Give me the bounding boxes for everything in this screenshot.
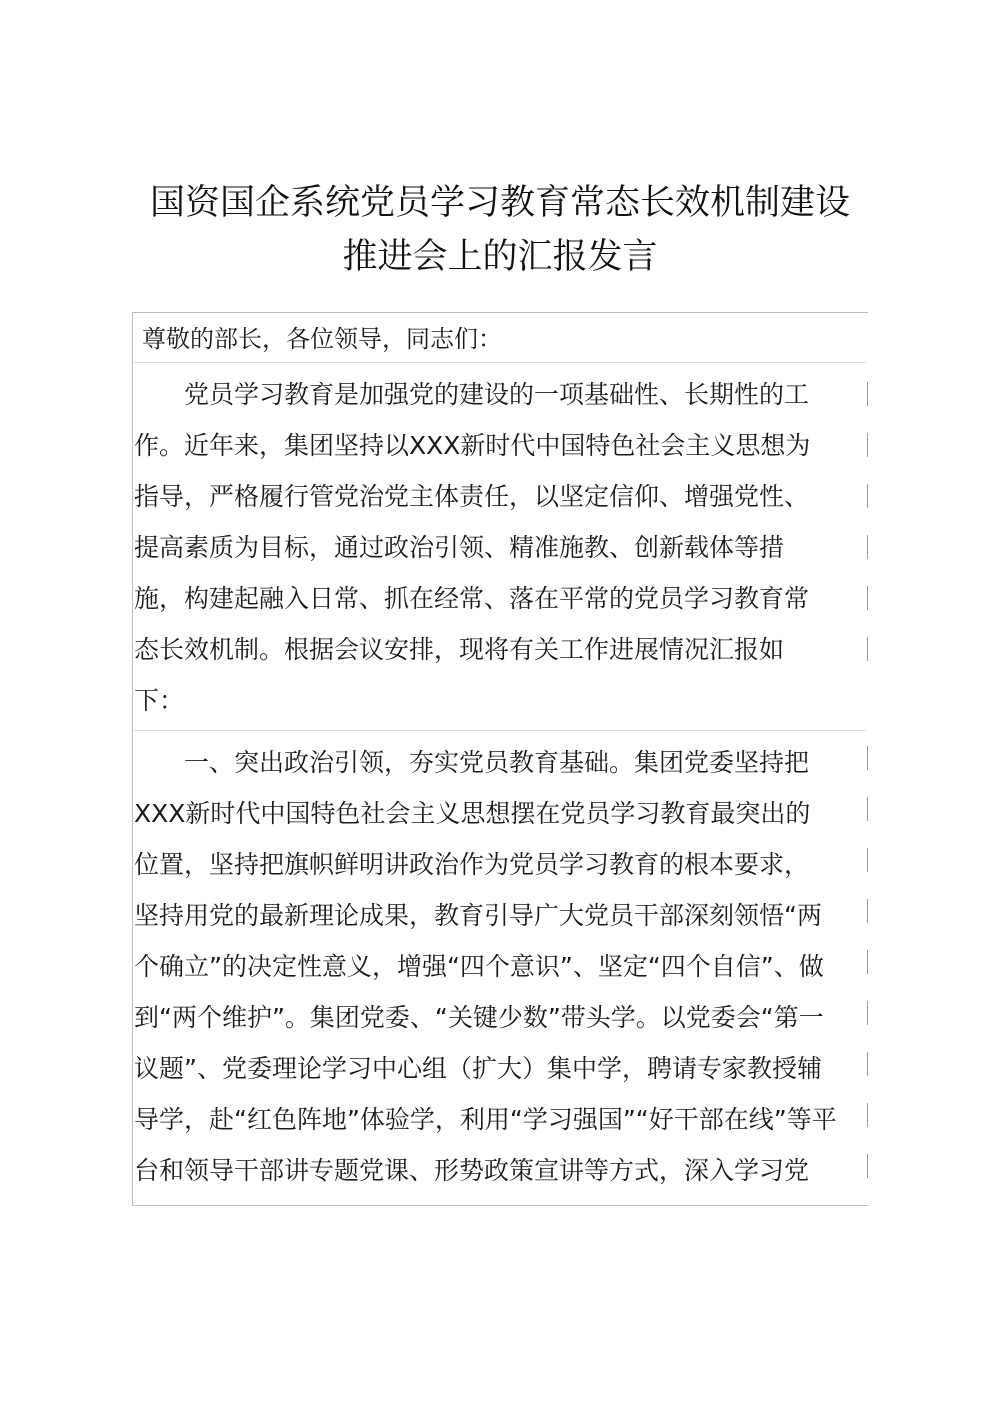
margin-mark (867, 746, 868, 770)
margin-mark (867, 586, 868, 610)
document-title-line-1: 国资国企系统党员学习教育常态长效机制建设 (149, 183, 850, 223)
margin-mark (867, 899, 868, 923)
margin-mark (867, 484, 868, 508)
paragraph-2-line: 到“两个维护”。集团党委、“关键少数”带头学。以党委会“第一 (134, 1003, 824, 1032)
margin-mark (867, 382, 868, 406)
paragraph-1-line: 提高素质为目标，通过政治引领、精准施教、创新载体等措 (134, 533, 785, 562)
paragraph-1-line: 指导，严格履行管党治党主体责任，以坚定信仰、增强党性、 (134, 482, 810, 511)
margin-mark (867, 1052, 868, 1076)
paragraph-1-line: 施，构建起融入日常、抓在经常、落在平常的党员学习教育常 (134, 584, 810, 613)
paragraph-2-line: XXX新时代中国特色社会主义思想摆在党员学习教育最突出的 (134, 799, 811, 828)
paragraph-1-line: 作。近年来，集团坚持以XXX新时代中国特色社会主义思想为 (134, 431, 811, 460)
paragraph-2-line: 台和领导干部讲专题党课、形势政策宣讲等方式，深入学习党 (134, 1156, 810, 1185)
margin-mark (867, 1154, 868, 1178)
margin-mark (867, 637, 868, 661)
margin-mark (867, 535, 868, 559)
margin-mark (867, 950, 868, 974)
right-margin-marks (867, 312, 869, 1206)
paragraph-1-line: 态长效机制。根据会议安排，现将有关工作进展情况汇报如 (134, 635, 785, 664)
paragraph-2-line: 坚持用党的最新理论成果，教育引导广大党员干部深刻领悟“两 (134, 901, 822, 930)
margin-mark (867, 797, 868, 821)
paragraph-2-line: 一、突出政治引领，夯实党员教育基础。集团党委坚持把 (134, 748, 810, 777)
paragraph-2-line: 议题”、党委理论学习中心组（扩大）集中学，聘请专家教授辅 (134, 1054, 822, 1083)
salutation: 尊敬的部长，各位领导，同志们： (142, 325, 502, 353)
paragraph-2-line: 个确立”的决定性意义，增强“四个意识”、坚定“四个自信”、做 (134, 952, 824, 981)
paragraph-2-line: 导学，赴“红色阵地”体验学，利用“学习强国”“好干部在线”等平 (134, 1105, 837, 1134)
document-title-line-2: 推进会上的汇报发言 (342, 237, 658, 277)
margin-mark (867, 1001, 868, 1025)
paragraph-divider (134, 730, 866, 731)
paragraph-1-line: 党员学习教育是加强党的建设的一项基础性、长期性的工 (134, 380, 810, 409)
margin-mark (867, 433, 868, 457)
margin-mark (867, 848, 868, 872)
paragraph-1-line: 下： (134, 686, 185, 715)
salutation-divider (134, 362, 866, 363)
paragraph-2-line: 位置，坚持把旗帜鲜明讲政治作为党员学习教育的根本要求， (134, 850, 810, 879)
margin-mark (867, 1103, 868, 1127)
